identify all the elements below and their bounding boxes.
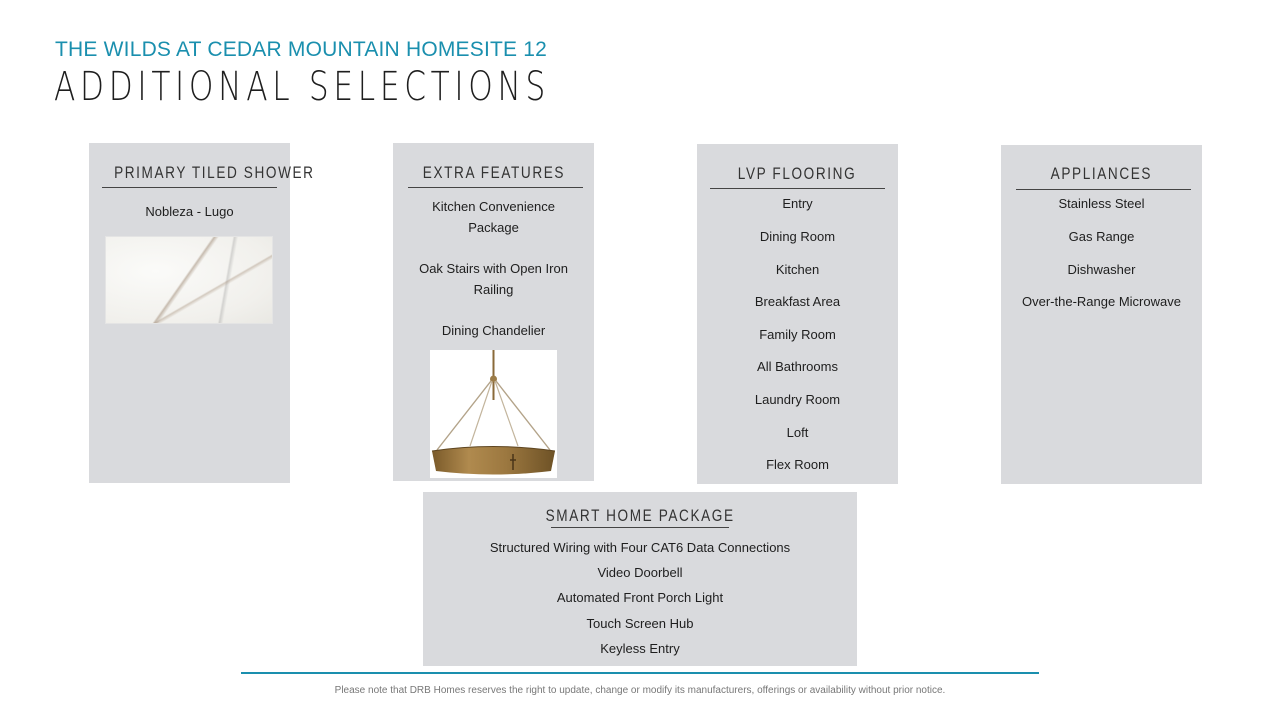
list-item: Touch Screen Hub [586,616,694,631]
marble-tile-swatch-image [105,236,273,324]
panel-lvp-flooring [697,144,898,484]
page-title: ADDITIONAL SELECTIONS [54,64,551,110]
panel-extra-features [393,143,594,481]
list-item: Dishwasher [1067,262,1136,277]
chandelier-image [430,350,557,478]
list-item: Loft [786,425,809,440]
list-item: Structured Wiring with Four CAT6 Data Connections [489,540,791,555]
panel-heading: APPLIANCES [1050,164,1153,183]
list-item: Automated Front Porch Light [556,590,724,605]
panel-heading: PRIMARY TILED SHOWER [114,163,315,182]
list-item: Nobleza - Lugo [145,204,234,219]
panel-smart-home-package [423,492,857,666]
list-item: Laundry Room [754,392,841,407]
list-item: Flex Room [766,457,829,472]
heading-divider [102,187,277,188]
footer-divider [241,672,1039,674]
list-item: Kitchen [775,262,820,277]
heading-divider [408,187,583,188]
list-item: Gas Range [1068,229,1135,244]
list-item: Family Room [759,327,836,342]
list-item: Keyless Entry [600,641,680,656]
panel-primary-tiled-shower [89,143,315,483]
list-item: Breakfast Area [754,294,841,309]
list-item: Dining Chandelier [441,323,546,338]
list-item: Oak Stairs with Open Iron Railing [419,261,568,297]
panel-heading: EXTRA FEATURES [422,163,565,182]
list-item: Dining Room [759,229,836,244]
footer-disclaimer: Please note that DRB Homes reserves the right to update, change or modify its manufacturers, offerings or availability without prior notice. [334,685,946,696]
list-item: Over-the-Range Microwave [1022,294,1181,309]
heading-divider [710,188,885,189]
list-item: Video Doorbell [597,565,683,580]
heading-divider [551,527,729,528]
list-item: All Bathrooms [757,359,838,374]
list-item: Kitchen Convenience Package [432,199,555,235]
panel-appliances [1001,145,1202,484]
chandelier-icon [430,350,557,478]
list-item: Stainless Steel [1058,196,1145,211]
panel-heading: LVP FLOORING [738,164,857,183]
list-item: Entry [782,196,813,211]
panel-heading: SMART HOME PACKAGE [545,506,735,525]
heading-divider [1016,189,1191,190]
page-subtitle: THE WILDS AT CEDAR MOUNTAIN HOMESITE 12 [55,38,548,61]
